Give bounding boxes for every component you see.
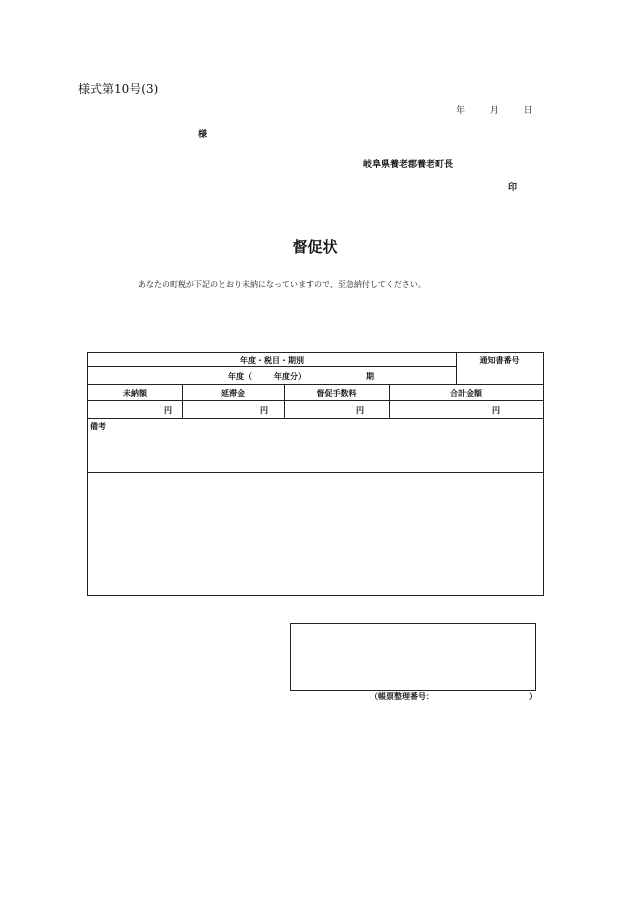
total-amount-header: 合計金額 xyxy=(450,388,482,398)
unpaid-amount-unit: 円 xyxy=(164,405,172,415)
period-year-label: 年度（ xyxy=(228,371,252,381)
receipt-number-close: ） xyxy=(529,691,537,701)
stub-box xyxy=(290,623,536,691)
date-month-label: 月 xyxy=(489,106,500,116)
reminder-fee-header: 督促手数料 xyxy=(316,388,357,398)
tax-table xyxy=(87,352,544,596)
addressee-honorific: 様 xyxy=(198,130,208,140)
notice-number-header: 通知書番号 xyxy=(479,355,520,365)
unpaid-amount-header: 未納額 xyxy=(123,388,147,398)
total-amount-unit: 円 xyxy=(492,405,500,415)
late-fee-unit: 円 xyxy=(260,405,268,415)
period-term-label: 期 xyxy=(366,371,374,381)
page-title: 督促状 xyxy=(292,238,338,256)
late-fee-header: 延滞金 xyxy=(221,388,245,398)
reminder-fee-unit: 円 xyxy=(356,405,364,415)
notice-message: あなたの町税が下記のとおり未納になっていますので、至急納付してください。 xyxy=(138,280,426,289)
receipt-number-label: （帳票整理番号： xyxy=(370,691,434,701)
form-number: 様式第10号(3) xyxy=(78,82,159,96)
receipt-number xyxy=(370,691,537,702)
date-line xyxy=(456,103,534,116)
period-year-portion: 年度分） xyxy=(274,371,306,381)
remarks-label: 備考 xyxy=(90,421,106,431)
issuer-name: 岐阜県養老郡養老町長 xyxy=(363,160,454,170)
period-header: 年度・税目・期別 xyxy=(240,355,304,365)
date-day-label: 日 xyxy=(523,106,534,116)
date-year-label: 年 xyxy=(456,106,467,116)
seal-mark: 印 xyxy=(508,183,518,193)
